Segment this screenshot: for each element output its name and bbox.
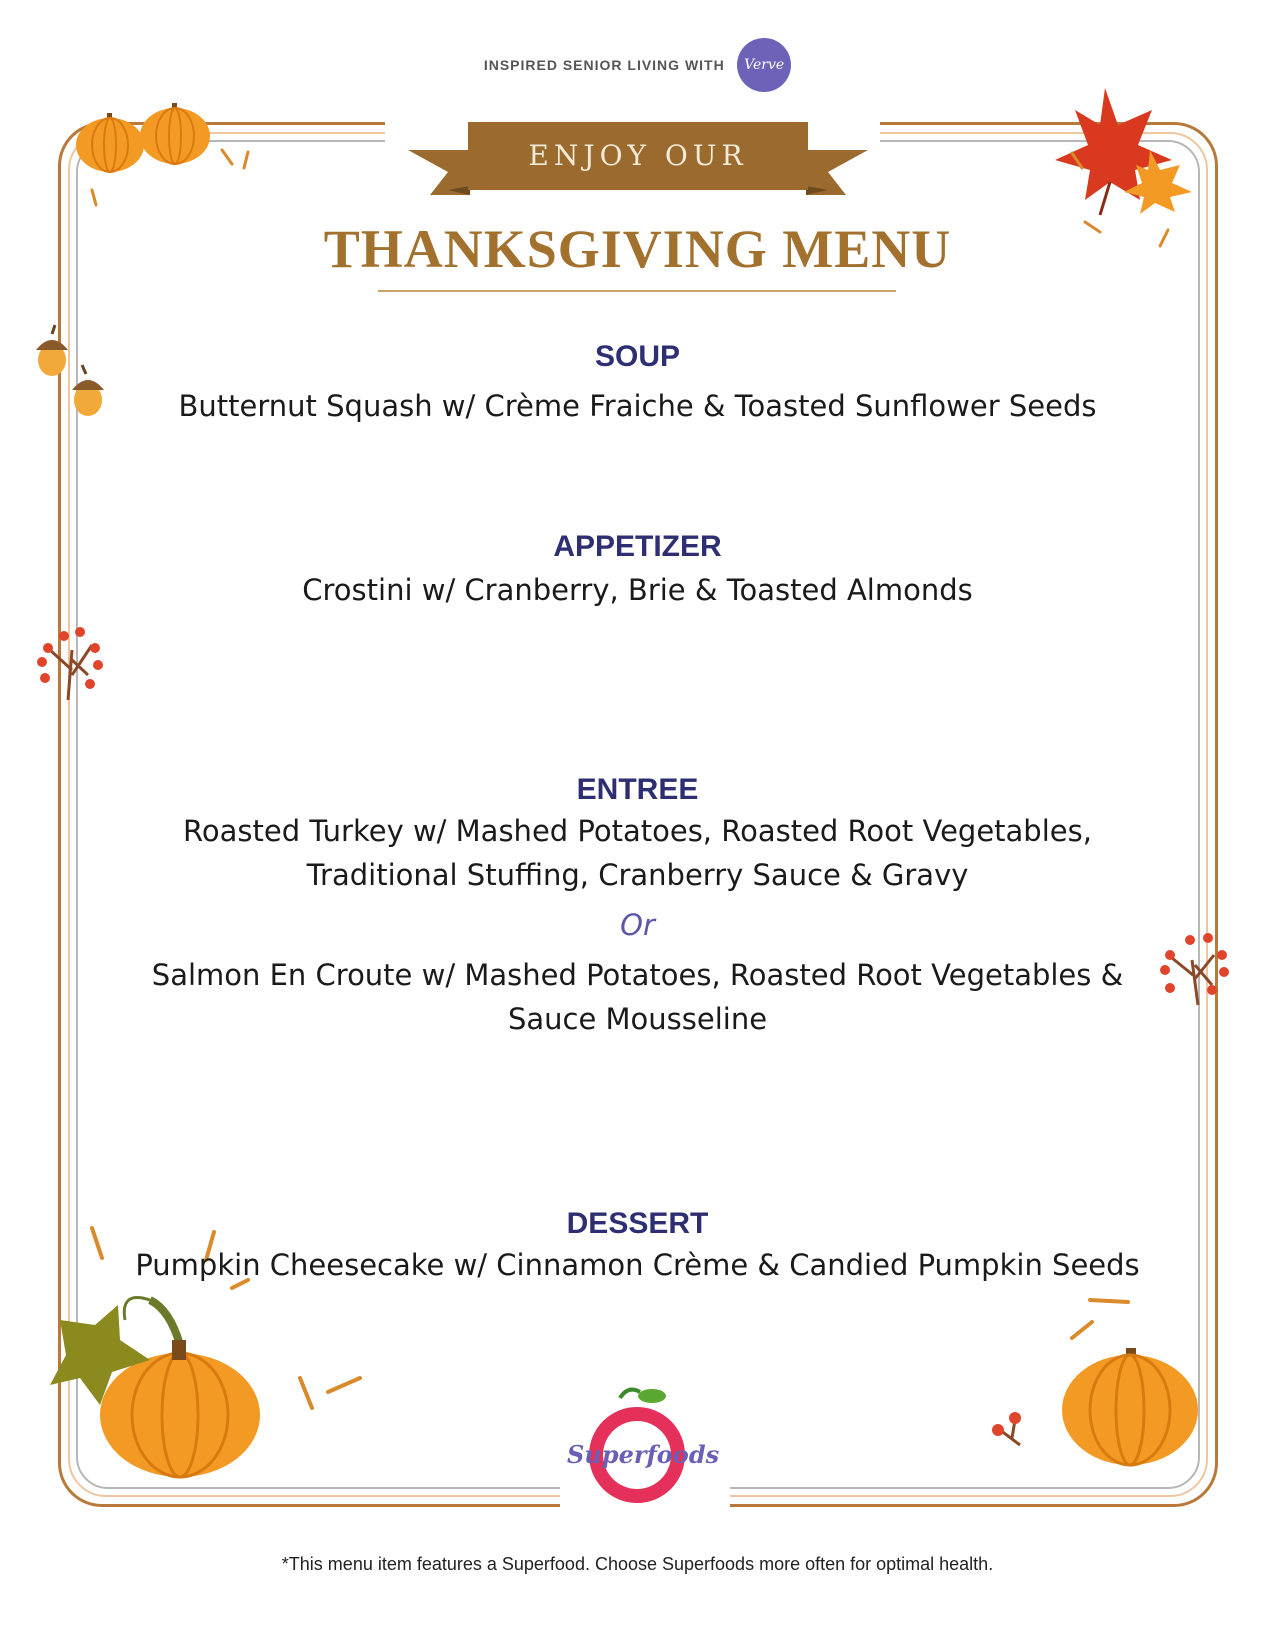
- brand-tagline: INSPIRED SENIOR LIVING WITH: [483, 57, 725, 73]
- appetizer-heading: APPETIZER: [553, 530, 722, 563]
- superfood-footnote: *This menu item features a Superfood. Choose Superfoods more often for optimal health.: [281, 1554, 994, 1574]
- section-dessert: [100, 1207, 1175, 1287]
- dessert-heading: DESSERT: [566, 1207, 709, 1240]
- pumpkin-icon: [76, 113, 144, 172]
- soup-heading: SOUP: [594, 340, 681, 373]
- entree-heading: ENTREE: [576, 773, 699, 806]
- superfoods-logo-text: Superfoods: [567, 1440, 720, 1469]
- acorn-icon: [36, 325, 68, 376]
- entree-option1-line1: Roasted Turkey w/ Mashed Potatoes, Roasted Root Vegetables,: [183, 814, 1092, 848]
- section-entree: [100, 773, 1175, 1041]
- entree-or-separator: Or: [620, 908, 655, 942]
- dessert-item: Pumpkin Cheesecake w/ Cinnamon Crème & Candied Pumpkin Seeds: [135, 1248, 1140, 1282]
- appetizer-item: Crostini w/ Cranberry, Brie & Toasted Almonds: [302, 573, 973, 607]
- pumpkin-icon: [100, 1298, 260, 1478]
- ribbon-label: ENJOY OUR: [528, 139, 748, 172]
- soup-item: Butternut Squash w/ Crème Fraiche & Toasted Sunflower Seeds: [178, 389, 1097, 423]
- pumpkin-icon: [1062, 1348, 1198, 1465]
- pumpkin-icon: [140, 103, 210, 164]
- entree-option2-line1: Salmon En Croute w/ Mashed Potatoes, Roasted Root Vegetables &: [151, 958, 1124, 992]
- berry-branch-icon: [992, 1412, 1021, 1445]
- entree-option1-line2: Traditional Stuffing, Cranberry Sauce & Gravy: [306, 858, 969, 892]
- entree-option2-line2: Sauce Mousseline: [507, 1002, 768, 1036]
- verve-logo: Verve: [737, 38, 791, 92]
- berry-branch-icon: [37, 627, 103, 700]
- section-soup: [100, 340, 1175, 428]
- menu-title: THANKSGIVING MENU: [323, 219, 952, 279]
- section-appetizer: [100, 530, 1175, 612]
- falling-leaf-icon: [1072, 1300, 1128, 1338]
